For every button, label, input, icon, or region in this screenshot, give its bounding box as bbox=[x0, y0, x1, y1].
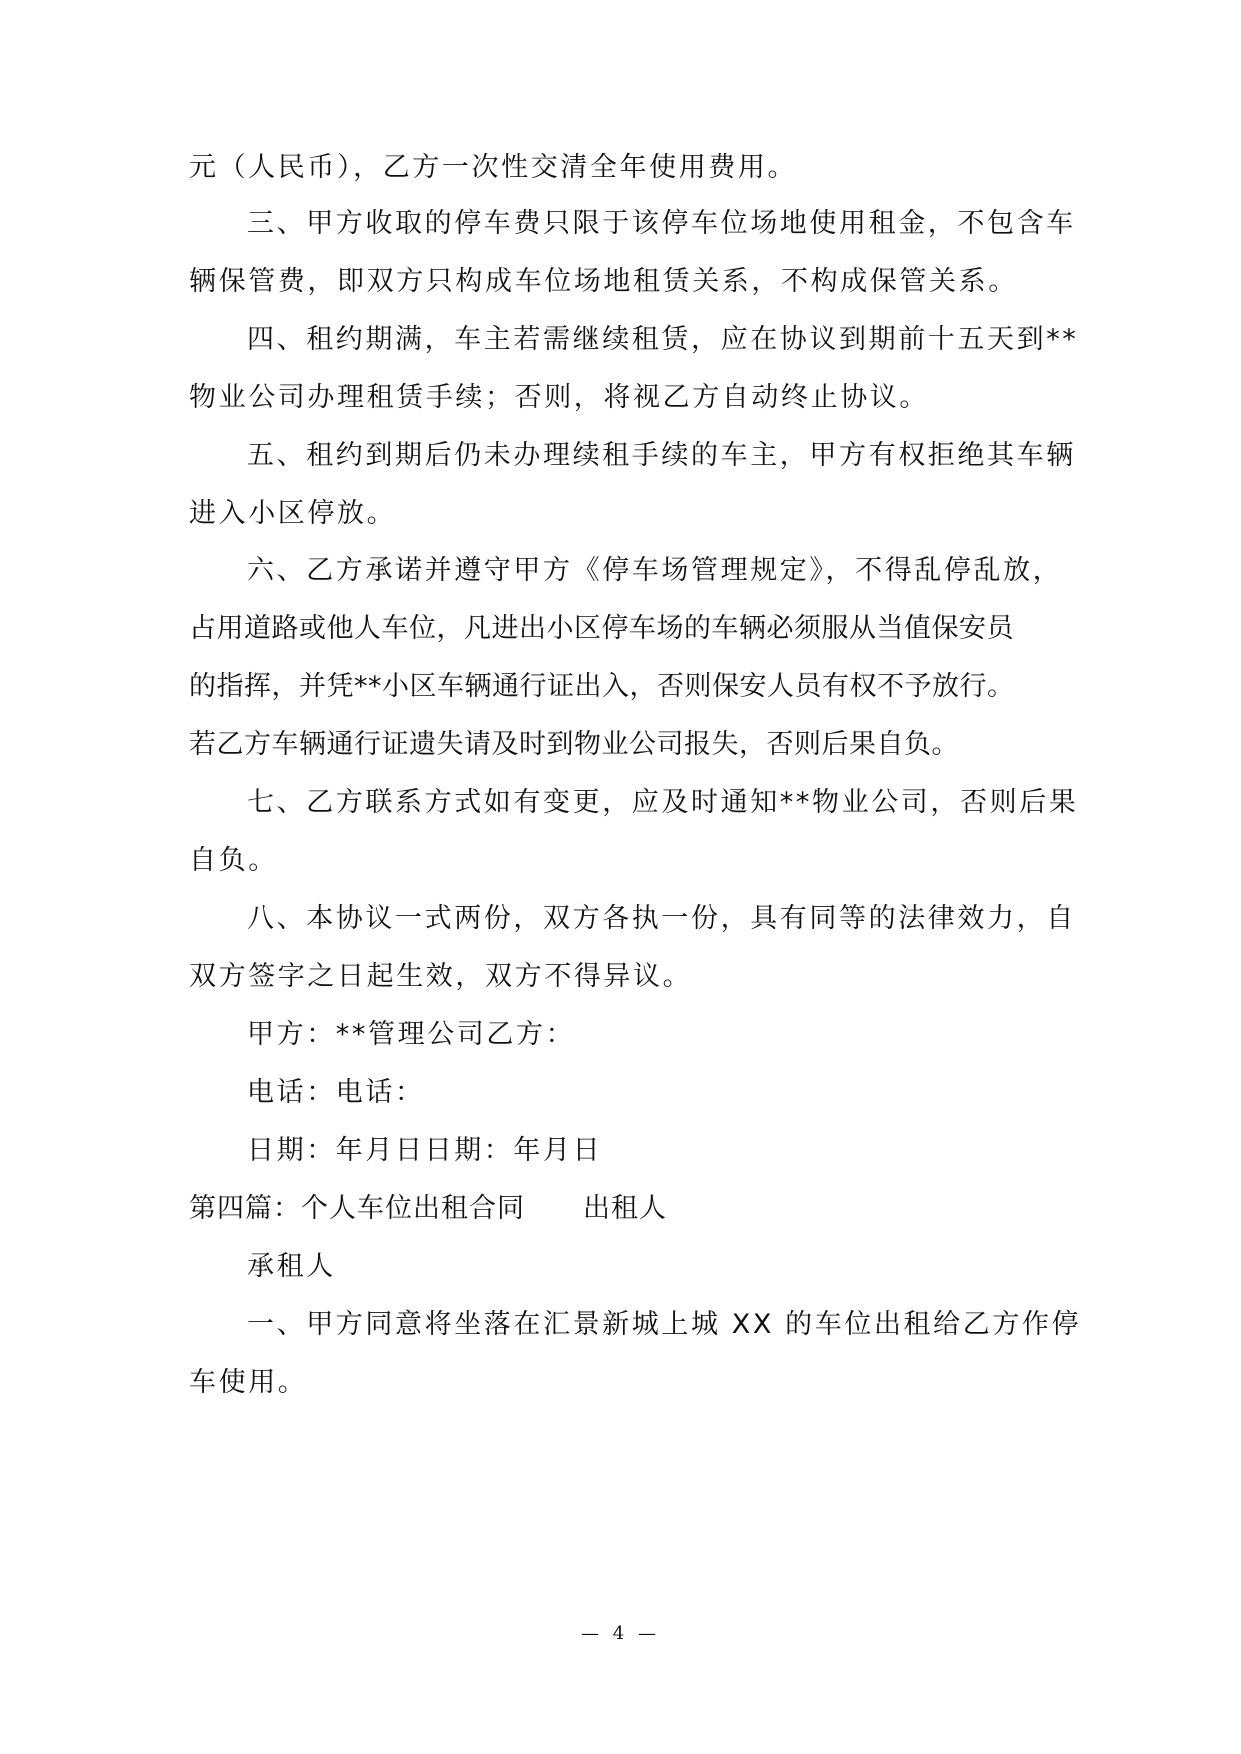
paragraph-line: 四、租约期满，车主若需继续租赁，应在协议到期前十五天到** bbox=[247, 324, 1079, 355]
paragraph-line: 六、乙方承诺并遵守甲方《停车场管理规定》，不得乱停乱放， bbox=[247, 555, 1063, 586]
paragraph-line: 车使用。 bbox=[189, 1367, 308, 1398]
signature-party-line: 甲方：**管理公司乙方： bbox=[247, 1019, 576, 1050]
paragraph-line: 进入小区停放。 bbox=[189, 498, 397, 529]
section-heading-title: 第四篇：个人车位出租合同 bbox=[189, 1193, 525, 1224]
paragraph-line: 若乙方车辆通行证遗失请及时到物业公司报失，否则后果自负。 bbox=[189, 729, 959, 760]
section-heading-lessor: 出租人 bbox=[583, 1193, 667, 1224]
paragraph-line: 自负。 bbox=[189, 845, 278, 876]
paragraph-line: 一、甲方同意将坐落在汇景新城上城 XX 的车位出租给乙方作停 bbox=[247, 1309, 1082, 1340]
paragraph-line: 的指挥，并凭**小区车辆通行证出入，否则保安人员有权不予放行。 bbox=[189, 671, 1015, 702]
paragraph-line: 元（人民币），乙方一次性交清全年使用费用。 bbox=[189, 152, 798, 183]
paragraph-line: 物业公司办理租赁手续；否则，将视乙方自动终止协议。 bbox=[189, 382, 929, 413]
lessee-label: 承租人 bbox=[247, 1251, 336, 1282]
signature-date-line: 日期：年月日日期：年月日 bbox=[247, 1135, 603, 1166]
paragraph-line: 八、本协议一式两份，双方各执一份，具有同等的法律效力，自 bbox=[247, 903, 1076, 934]
signature-phone-line: 电话：电话： bbox=[247, 1077, 425, 1108]
paragraph-line: 占用道路或他人车位，凡进出小区停车场的车辆必须服从当值保安员 bbox=[189, 613, 1014, 644]
paragraph-line: 五、租约到期后仍未办理续租手续的车主，甲方有权拒绝其车辆 bbox=[247, 440, 1076, 471]
paragraph-line: 七、乙方联系方式如有变更，应及时通知**物业公司，否则后果 bbox=[247, 787, 1079, 818]
section-heading bbox=[189, 1189, 667, 1229]
page-number: — 4 — bbox=[581, 1623, 660, 1644]
paragraph-line: 三、甲方收取的停车费只限于该停车位场地使用租金，不包含车 bbox=[247, 208, 1076, 239]
paragraph-line: 双方签字之日起生效，双方不得异议。 bbox=[189, 961, 693, 992]
paragraph-line: 辆保管费，即双方只构成车位场地租赁关系，不构成保管关系。 bbox=[189, 266, 1018, 297]
